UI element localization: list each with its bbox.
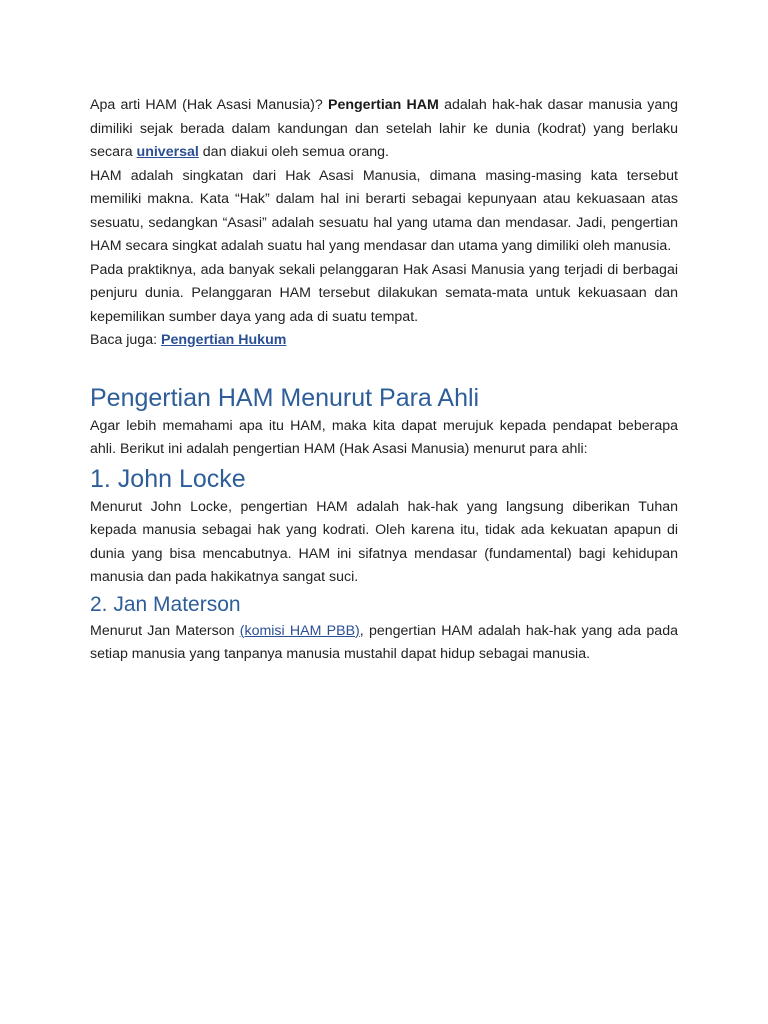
experts-intro-paragraph: Agar lebih memahami apa itu HAM, maka kita dapat merujuk kepada pendapat beberapa ahli. Berikut ini adalah pengertian HAM (Hak Asasi Manusia) menurut para ahli:	[90, 417, 678, 457]
jan-text-1: Menurut Jan Materson	[90, 622, 240, 639]
intro-bold-term: Pengertian HAM	[328, 97, 439, 113]
intro-text-2: adalah hak-hak dasar manusia yang dimiliki sejak berada dalam kandungan dan setelah lahir ke dunia (kodrat) yang berlaku secara	[90, 97, 679, 160]
read-also-label: Baca juga:	[90, 332, 161, 348]
practice-paragraph: Pada praktiknya, ada banyak sekali pelanggaran Hak Asasi Manusia yang terjadi di berbagai penjuru dunia. Pelanggaran HAM tersebut dilakukan semata-mata untuk kekuasaan dan kepemilikan sumber daya yang ada di suatu tempat.	[90, 261, 678, 325]
jan-materson-paragraph	[90, 620, 678, 667]
read-also-line	[90, 329, 678, 353]
universal-link[interactable]: universal	[136, 144, 199, 160]
jan-materson-heading: 2. Jan Materson	[90, 592, 241, 616]
komisi-ham-pbb-link[interactable]: (komisi HAM PBB)	[239, 622, 360, 639]
experts-heading: Pengertian HAM Menurut Para Ahli	[90, 383, 480, 412]
intro-text-1: Apa arti HAM (Hak Asasi Manusia)?	[90, 97, 328, 113]
john-locke-paragraph: Menurut John Locke, pengertian HAM adalah hak-hak yang langsung diberikan Tuhan kepada manusia sebagai hak yang kodrati. Oleh karena itu, tidak ada kekuatan apapun di dunia yang bisa mencabutnya. HAM ini sifatnya mendasar (fundamental) bagi kehidupan manusia dan pada hakikatnya sangat suci.	[90, 498, 678, 585]
jan-text-2: , pengertian HAM adalah hak-hak yang ada pada setiap manusia yang tanpanya manusia mustahil dapat hidup sebagai manusia.	[90, 622, 678, 662]
john-locke-heading: 1. John Locke	[90, 464, 246, 493]
intro-paragraph	[90, 94, 678, 165]
ham-meaning-paragraph: HAM adalah singkatan dari Hak Asasi Manusia, dimana masing-masing kata tersebut memiliki makna. Kata “Hak” dalam hal ini berarti sebagai kepunyaan atau kekuasaan atas sesuatu, sedangkan “Asasi” adalah sesuatu hal yang utama dan mendasar. Jadi, pengertian HAM secara singkat adalah suatu hal yang mendasar dan utama yang dimiliki oleh manusia.	[90, 167, 678, 254]
pengertian-hukum-link[interactable]: Pengertian Hukum	[161, 332, 287, 348]
intro-text-3: dan diakui oleh semua orang.	[198, 144, 389, 160]
